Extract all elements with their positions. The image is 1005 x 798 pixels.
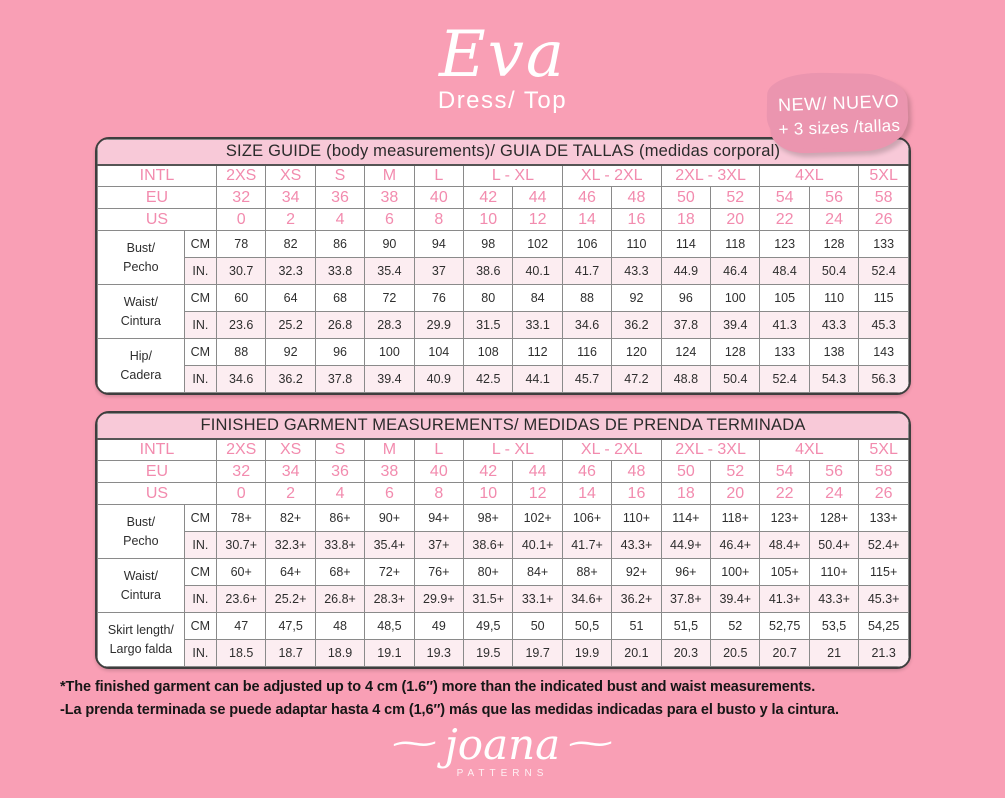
measurement-value-cm: 115+: [859, 559, 909, 586]
intl-header-label: INTL: [98, 165, 217, 187]
measurement-value-cm: 98+: [464, 505, 513, 532]
measurement-value-cm: 52: [711, 613, 760, 640]
size-guide-table: [95, 137, 911, 395]
table-title: SIZE GUIDE (body measurements)/ GUIA DE TALLAS (medidas corporal): [98, 140, 909, 165]
us-size: 2: [266, 483, 315, 505]
measurement-value-in: 41.7+: [562, 532, 611, 559]
eu-size: 58: [859, 187, 909, 209]
measurement-value-in: 31.5: [464, 312, 513, 339]
measurement-value-in: 46.4: [711, 258, 760, 285]
measurement-value-cm: 104: [414, 339, 463, 366]
measurement-value-in: 28.3: [365, 312, 414, 339]
measurement-value-in: 20.3: [661, 640, 710, 667]
measurement-label: Bust/ Pecho: [98, 231, 185, 285]
measurement-value-in: 18.9: [315, 640, 364, 667]
measurement-value-cm: 78: [217, 231, 266, 258]
eu-size: 34: [266, 461, 315, 483]
measurement-label: Waist/ Cintura: [98, 285, 185, 339]
us-size: 8: [414, 209, 463, 231]
measurement-value-in: 23.6+: [217, 586, 266, 613]
unit-cm-label: CM: [184, 285, 216, 312]
measurement-value-in: 41.3: [760, 312, 809, 339]
measurement-value-cm: 102+: [513, 505, 562, 532]
us-size: 16: [612, 209, 661, 231]
measurement-value-in: 50.4: [809, 258, 858, 285]
measurement-value-in: 44.9: [661, 258, 710, 285]
measurement-value-cm: 48: [315, 613, 364, 640]
measurement-value-cm: 124: [661, 339, 710, 366]
unit-cm-label: CM: [184, 613, 216, 640]
eu-size: 36: [315, 187, 364, 209]
measurement-value-in: 48.4+: [760, 532, 809, 559]
measurement-value-cm: 123+: [760, 505, 809, 532]
footnote-spanish: -La prenda terminada se puede adaptar hasta 4 cm (1,6″) más que las medidas indicadas para el busto y la cintura.: [60, 702, 839, 719]
eu-size: 40: [414, 461, 463, 483]
brand-logo: [0, 720, 1005, 779]
unit-in-label: IN.: [184, 312, 216, 339]
us-size: 14: [562, 483, 611, 505]
measurement-value-in: 37.8: [315, 366, 364, 393]
intl-size-group: L - XL: [464, 439, 563, 461]
unit-in-label: IN.: [184, 532, 216, 559]
measurement-value-cm: 64+: [266, 559, 315, 586]
table-title: FINISHED GARMENT MEASUREMENTS/ MEDIDAS DE PRENDA TERMINADA: [98, 414, 909, 439]
measurement-value-in: 38.6: [464, 258, 513, 285]
intl-size-group: L: [414, 439, 463, 461]
measurement-value-in: 41.3+: [760, 586, 809, 613]
measurement-value-cm: 106: [562, 231, 611, 258]
measurement-value-in: 42.5: [464, 366, 513, 393]
brand-logo-sub: PATTERNS: [456, 768, 549, 779]
measurement-value-cm: 110+: [809, 559, 858, 586]
measurement-value-cm: 105: [760, 285, 809, 312]
measurement-value-cm: 82+: [266, 505, 315, 532]
measurement-value-in: 26.8: [315, 312, 364, 339]
measurement-value-in: 35.4: [365, 258, 414, 285]
measurement-value-cm: 100+: [711, 559, 760, 586]
eu-size: 56: [809, 461, 858, 483]
intl-size-group: XL - 2XL: [562, 165, 661, 187]
measurement-value-cm: 128: [809, 231, 858, 258]
intl-size-group: L: [414, 165, 463, 187]
measurement-value-in: 39.4: [711, 312, 760, 339]
us-size: 26: [859, 483, 909, 505]
brand-logo-row: [0, 720, 1005, 769]
measurement-value-in: 33.8: [315, 258, 364, 285]
finished-garment-table: [95, 411, 911, 669]
measurement-value-cm: 60+: [217, 559, 266, 586]
measurement-value-cm: 110: [612, 231, 661, 258]
intl-size-group: 4XL: [760, 165, 859, 187]
intl-size-group: M: [365, 439, 414, 461]
measurement-value-in: 19.7: [513, 640, 562, 667]
measurement-value-cm: 90+: [365, 505, 414, 532]
measurement-value-cm: 68: [315, 285, 364, 312]
measurement-value-in: 50.4: [711, 366, 760, 393]
measurement-value-in: 28.3+: [365, 586, 414, 613]
measurement-value-cm: 112: [513, 339, 562, 366]
measurement-value-in: 31.5+: [464, 586, 513, 613]
measurement-value-cm: 100: [365, 339, 414, 366]
eu-size: 58: [859, 461, 909, 483]
intl-size-group: L - XL: [464, 165, 563, 187]
measurement-value-in: 30.7: [217, 258, 266, 285]
measurement-value-in: 47.2: [612, 366, 661, 393]
us-size: 8: [414, 483, 463, 505]
eu-header-label: EU: [98, 461, 217, 483]
measurement-value-in: 33.1+: [513, 586, 562, 613]
unit-cm-label: CM: [184, 231, 216, 258]
measurement-value-in: 39.4: [365, 366, 414, 393]
measurement-value-cm: 108: [464, 339, 513, 366]
unit-cm-label: CM: [184, 505, 216, 532]
measurement-value-in: 30.7+: [217, 532, 266, 559]
us-size: 4: [315, 209, 364, 231]
measurement-value-cm: 80: [464, 285, 513, 312]
measurement-value-cm: 114: [661, 231, 710, 258]
measurement-value-cm: 72: [365, 285, 414, 312]
measurement-value-in: 48.8: [661, 366, 710, 393]
measurement-value-cm: 92+: [612, 559, 661, 586]
measurement-value-in: 33.1: [513, 312, 562, 339]
logo-flourish-left: ~: [386, 726, 442, 761]
measurement-value-in: 34.6: [562, 312, 611, 339]
eu-size: 48: [612, 187, 661, 209]
logo-flourish-right: ~: [563, 726, 619, 761]
measurement-value-cm: 118: [711, 231, 760, 258]
measurement-value-in: 45.3+: [859, 586, 909, 613]
us-size: 18: [661, 209, 710, 231]
eu-size: 42: [464, 461, 513, 483]
measurement-value-in: 39.4+: [711, 586, 760, 613]
measurement-value-in: 36.2: [612, 312, 661, 339]
measurement-value-cm: 96: [661, 285, 710, 312]
measurement-value-cm: 110: [809, 285, 858, 312]
measurement-value-in: 19.1: [365, 640, 414, 667]
us-size: 24: [809, 483, 858, 505]
measurement-value-in: 19.9: [562, 640, 611, 667]
measurement-value-cm: 49: [414, 613, 463, 640]
us-size: 12: [513, 209, 562, 231]
us-size: 2: [266, 209, 315, 231]
unit-in-label: IN.: [184, 640, 216, 667]
intl-size-group: XS: [266, 165, 315, 187]
eu-size: 50: [661, 187, 710, 209]
measurement-value-in: 45.7: [562, 366, 611, 393]
intl-size-group: 5XL: [859, 439, 909, 461]
measurement-value-in: 43.3: [809, 312, 858, 339]
measurement-value-cm: 84: [513, 285, 562, 312]
intl-size-group: 4XL: [760, 439, 859, 461]
measurement-value-cm: 116: [562, 339, 611, 366]
eu-size: 54: [760, 461, 809, 483]
eu-size: 52: [711, 461, 760, 483]
badge-line2: + 3 sizes /tallas: [778, 115, 901, 139]
measurement-value-cm: 118+: [711, 505, 760, 532]
measurement-value-cm: 78+: [217, 505, 266, 532]
pattern-title: Eva: [438, 18, 567, 92]
measurement-value-in: 20.5: [711, 640, 760, 667]
measurement-value-in: 34.6: [217, 366, 266, 393]
eu-size: 44: [513, 187, 562, 209]
intl-size-group: XS: [266, 439, 315, 461]
measurement-value-in: 40.9: [414, 366, 463, 393]
intl-size-group: 2XL - 3XL: [661, 439, 760, 461]
measurement-value-cm: 120: [612, 339, 661, 366]
eu-size: 32: [217, 461, 266, 483]
us-header-label: US: [98, 483, 217, 505]
us-size: 22: [760, 209, 809, 231]
eu-size: 50: [661, 461, 710, 483]
measurement-value-in: 48.4: [760, 258, 809, 285]
measurement-value-cm: 128: [711, 339, 760, 366]
measurement-value-in: 26.8+: [315, 586, 364, 613]
measurement-value-cm: 133: [760, 339, 809, 366]
measurement-value-in: 54.3: [809, 366, 858, 393]
us-size: 14: [562, 209, 611, 231]
footnotes: [60, 676, 960, 722]
measurement-value-in: 40.1+: [513, 532, 562, 559]
measurement-value-in: 25.2: [266, 312, 315, 339]
measurement-value-cm: 102: [513, 231, 562, 258]
measurement-value-in: 43.3+: [809, 586, 858, 613]
us-size: 18: [661, 483, 710, 505]
measurement-value-in: 32.3: [266, 258, 315, 285]
measurement-value-cm: 115: [859, 285, 909, 312]
us-size: 0: [217, 209, 266, 231]
measurement-label: Hip/ Cadera: [98, 339, 185, 393]
measurement-value-cm: 51: [612, 613, 661, 640]
measurement-value-in: 18.5: [217, 640, 266, 667]
measurement-value-in: 36.2: [266, 366, 315, 393]
measurement-value-cm: 96: [315, 339, 364, 366]
measurement-value-cm: 48,5: [365, 613, 414, 640]
measurement-value-cm: 96+: [661, 559, 710, 586]
measurement-value-in: 36.2+: [612, 586, 661, 613]
measurement-value-cm: 110+: [612, 505, 661, 532]
measurement-value-cm: 60: [217, 285, 266, 312]
measurement-value-cm: 54,25: [859, 613, 909, 640]
us-size: 22: [760, 483, 809, 505]
measurement-value-in: 21.3: [859, 640, 909, 667]
measurement-value-cm: 72+: [365, 559, 414, 586]
measurement-value-in: 37: [414, 258, 463, 285]
measurement-label: Bust/ Pecho: [98, 505, 185, 559]
measurement-value-in: 46.4+: [711, 532, 760, 559]
unit-in-label: IN.: [184, 366, 216, 393]
size-guide-table: [97, 139, 909, 393]
measurement-value-in: 19.3: [414, 640, 463, 667]
eu-size: 46: [562, 461, 611, 483]
intl-size-group: XL - 2XL: [562, 439, 661, 461]
measurement-value-cm: 100: [711, 285, 760, 312]
eu-header-label: EU: [98, 187, 217, 209]
us-size: 4: [315, 483, 364, 505]
us-size: 12: [513, 483, 562, 505]
eu-size: 46: [562, 187, 611, 209]
measurement-value-in: 29.9: [414, 312, 463, 339]
measurement-value-in: 52.4: [760, 366, 809, 393]
measurement-value-in: 38.6+: [464, 532, 513, 559]
intl-size-group: M: [365, 165, 414, 187]
measurement-value-cm: 86: [315, 231, 364, 258]
measurement-value-in: 18.7: [266, 640, 315, 667]
measurement-value-in: 52.4: [859, 258, 909, 285]
measurement-value-in: 19.5: [464, 640, 513, 667]
measurement-value-in: 35.4+: [365, 532, 414, 559]
measurement-value-in: 33.8+: [315, 532, 364, 559]
brand-logo-name: joana: [444, 720, 561, 769]
measurement-value-in: 52.4+: [859, 532, 909, 559]
us-size: 10: [464, 209, 513, 231]
eu-size: 48: [612, 461, 661, 483]
us-size: 10: [464, 483, 513, 505]
measurement-value-cm: 123: [760, 231, 809, 258]
measurement-value-cm: 52,75: [760, 613, 809, 640]
intl-size-group: 2XL - 3XL: [661, 165, 760, 187]
eu-size: 36: [315, 461, 364, 483]
measurement-value-in: 44.1: [513, 366, 562, 393]
measurement-value-cm: 94: [414, 231, 463, 258]
measurement-value-cm: 105+: [760, 559, 809, 586]
intl-size-group: S: [315, 165, 364, 187]
measurement-value-in: 50.4+: [809, 532, 858, 559]
unit-cm-label: CM: [184, 559, 216, 586]
measurement-value-in: 41.7: [562, 258, 611, 285]
measurement-value-in: 37.8: [661, 312, 710, 339]
eu-size: 56: [809, 187, 858, 209]
measurement-value-in: 37.8+: [661, 586, 710, 613]
measurement-value-cm: 106+: [562, 505, 611, 532]
measurement-value-in: 20.7: [760, 640, 809, 667]
unit-in-label: IN.: [184, 586, 216, 613]
measurement-value-cm: 86+: [315, 505, 364, 532]
measurement-value-in: 32.3+: [266, 532, 315, 559]
eu-size: 34: [266, 187, 315, 209]
measurement-value-in: 29.9+: [414, 586, 463, 613]
measurement-value-in: 21: [809, 640, 858, 667]
badge-line1: NEW/ NUEVO: [777, 91, 900, 116]
eu-size: 44: [513, 461, 562, 483]
measurement-value-cm: 138: [809, 339, 858, 366]
eu-size: 40: [414, 187, 463, 209]
measurement-value-cm: 76+: [414, 559, 463, 586]
measurement-value-in: 20.1: [612, 640, 661, 667]
measurement-value-cm: 47,5: [266, 613, 315, 640]
eu-size: 38: [365, 461, 414, 483]
finished-garment-table: [97, 413, 909, 667]
measurement-value-cm: 114+: [661, 505, 710, 532]
measurement-value-cm: 50: [513, 613, 562, 640]
measurement-value-in: 37+: [414, 532, 463, 559]
measurement-value-cm: 128+: [809, 505, 858, 532]
measurement-value-cm: 94+: [414, 505, 463, 532]
eu-size: 32: [217, 187, 266, 209]
measurement-label: Waist/ Cintura: [98, 559, 185, 613]
measurement-value-cm: 92: [612, 285, 661, 312]
measurement-value-cm: 49,5: [464, 613, 513, 640]
intl-size-group: S: [315, 439, 364, 461]
us-size: 6: [365, 209, 414, 231]
measurement-value-in: 44.9+: [661, 532, 710, 559]
measurement-value-in: 34.6+: [562, 586, 611, 613]
us-size: 0: [217, 483, 266, 505]
measurement-value-cm: 84+: [513, 559, 562, 586]
measurement-value-cm: 82: [266, 231, 315, 258]
measurement-value-cm: 143: [859, 339, 909, 366]
measurement-value-cm: 88+: [562, 559, 611, 586]
measurement-value-in: 40.1: [513, 258, 562, 285]
measurement-value-cm: 76: [414, 285, 463, 312]
measurement-value-cm: 47: [217, 613, 266, 640]
measurement-value-cm: 133+: [859, 505, 909, 532]
eu-size: 52: [711, 187, 760, 209]
eu-size: 54: [760, 187, 809, 209]
unit-in-label: IN.: [184, 258, 216, 285]
measurement-value-cm: 98: [464, 231, 513, 258]
measurement-value-cm: 68+: [315, 559, 364, 586]
new-sizes-badge: [769, 76, 909, 155]
us-size: 20: [711, 483, 760, 505]
measurement-value-in: 45.3: [859, 312, 909, 339]
us-header-label: US: [98, 209, 217, 231]
measurement-value-in: 23.6: [217, 312, 266, 339]
measurement-value-cm: 133: [859, 231, 909, 258]
measurement-value-cm: 92: [266, 339, 315, 366]
measurement-value-in: 56.3: [859, 366, 909, 393]
measurement-value-cm: 90: [365, 231, 414, 258]
footnote-english: *The finished garment can be adjusted up to 4 cm (1.6″) more than the indicated bust and waist measurements.: [60, 679, 816, 695]
measurement-value-cm: 80+: [464, 559, 513, 586]
intl-size-group: 2XS: [217, 439, 266, 461]
intl-size-group: 2XS: [217, 165, 266, 187]
intl-header-label: INTL: [98, 439, 217, 461]
us-size: 6: [365, 483, 414, 505]
measurement-value-in: 25.2+: [266, 586, 315, 613]
eu-size: 42: [464, 187, 513, 209]
measurement-value-in: 43.3: [612, 258, 661, 285]
measurement-value-cm: 50,5: [562, 613, 611, 640]
measurement-value-cm: 64: [266, 285, 315, 312]
measurement-value-in: 43.3+: [612, 532, 661, 559]
measurement-value-cm: 51,5: [661, 613, 710, 640]
eu-size: 38: [365, 187, 414, 209]
us-size: 16: [612, 483, 661, 505]
intl-size-group: 5XL: [859, 165, 909, 187]
measurement-value-cm: 88: [217, 339, 266, 366]
pattern-subtitle: Dress/ Top: [437, 87, 568, 115]
measurement-value-cm: 88: [562, 285, 611, 312]
us-size: 20: [711, 209, 760, 231]
unit-cm-label: CM: [184, 339, 216, 366]
us-size: 26: [859, 209, 909, 231]
us-size: 24: [809, 209, 858, 231]
measurement-value-cm: 53,5: [809, 613, 858, 640]
measurement-label: Skirt length/ Largo falda: [98, 613, 185, 667]
